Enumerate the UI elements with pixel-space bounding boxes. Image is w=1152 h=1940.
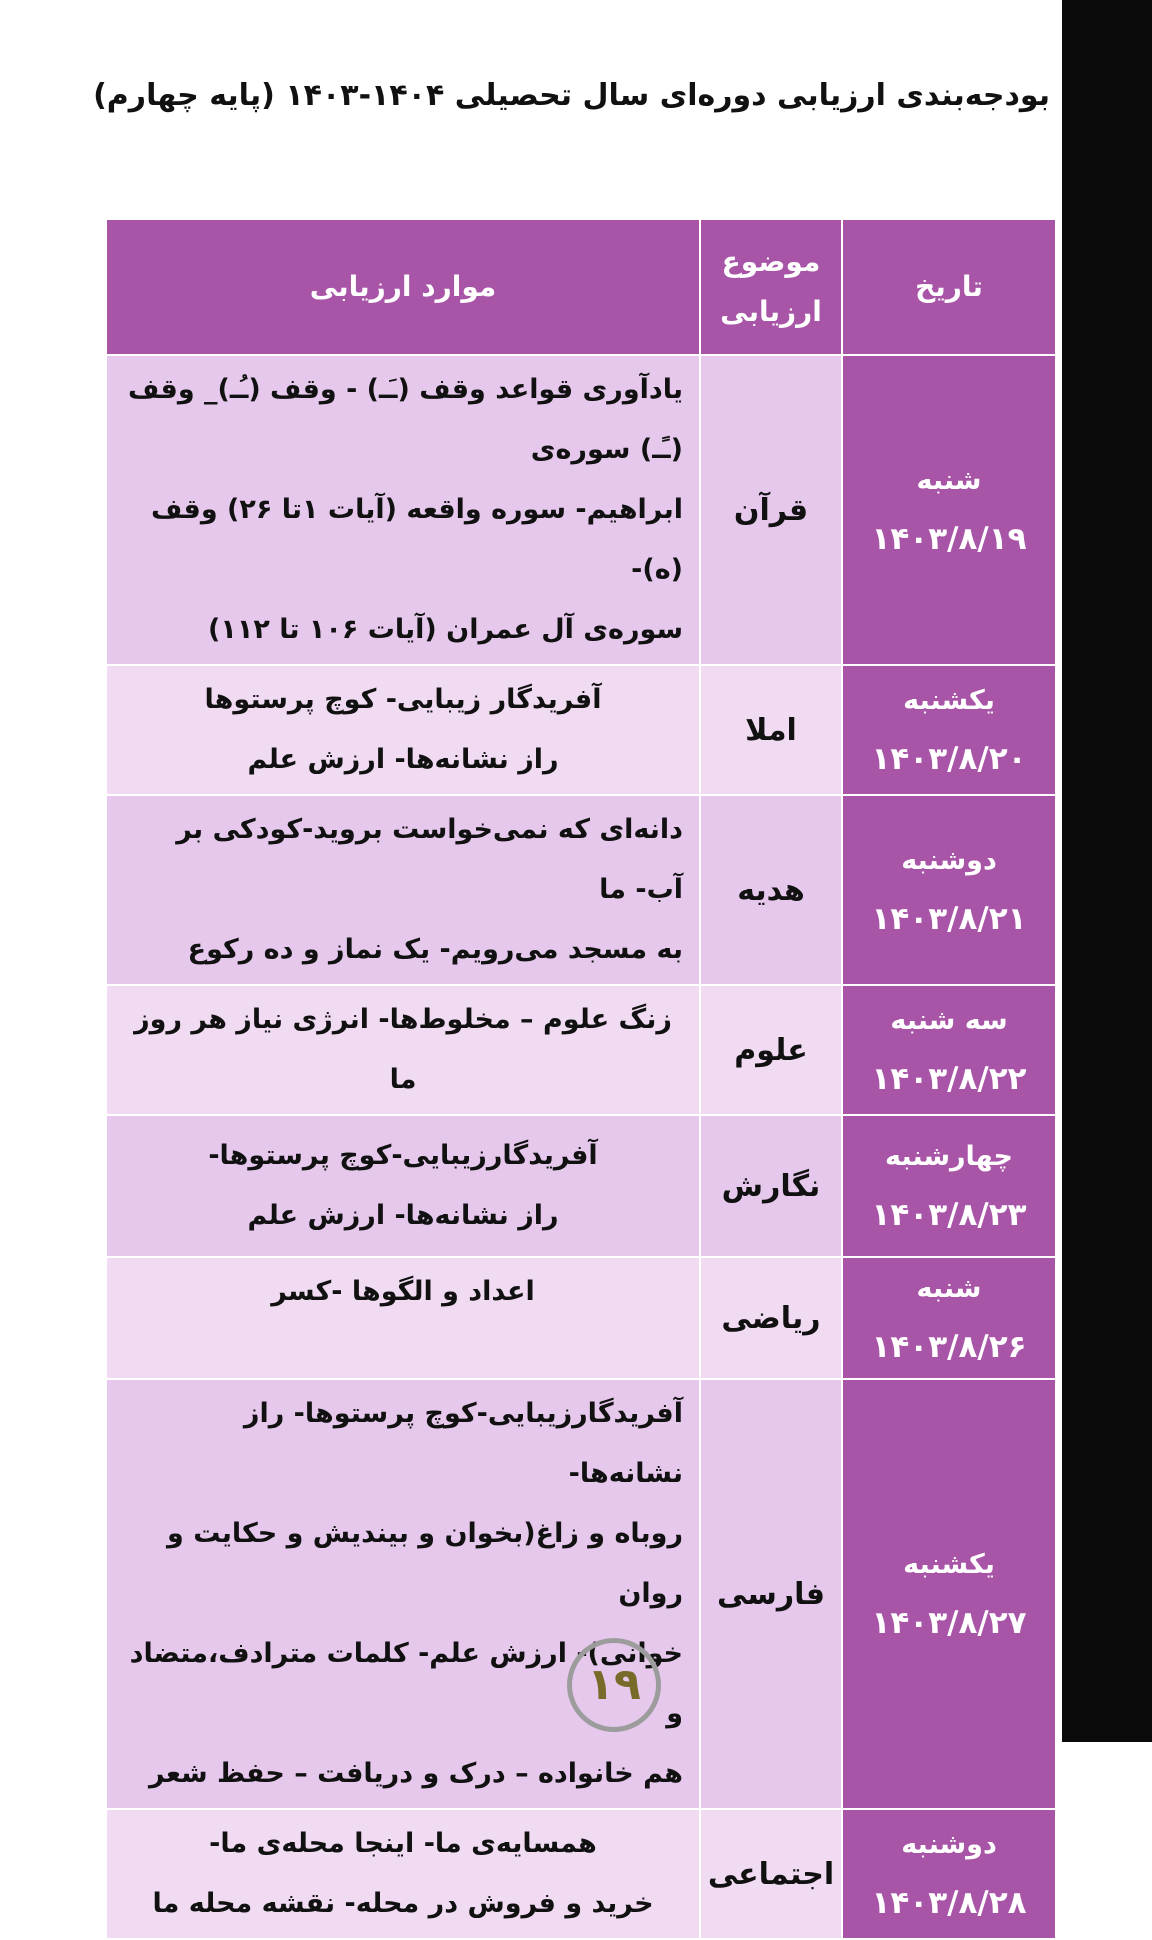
day-label: شنبه	[916, 1273, 982, 1304]
date-cell	[842, 1809, 1056, 1939]
item-line: هم خانواده – درک و دریافت – حفظ شعر	[149, 1758, 683, 1789]
table-row	[106, 795, 1056, 985]
item-line: خرید و فروش در محله- نقشه محله ما	[152, 1888, 654, 1919]
item-line: همسایه‌ی ما- اینجا محله‌ی ما-	[209, 1828, 597, 1859]
day-label: دوشنبه	[901, 1829, 997, 1860]
table-row	[106, 665, 1056, 795]
day-label: یکشنبه	[903, 685, 995, 716]
subject-cell: هدیه	[700, 795, 842, 985]
table-row	[106, 1257, 1056, 1379]
subject-cell: ریاضی	[700, 1257, 842, 1379]
table-row	[106, 1809, 1056, 1939]
day-label: یکشنبه	[903, 1549, 995, 1580]
date-label: ۱۴۰۳/۸/۲۰	[871, 741, 1027, 777]
page-title: بودجه‌بندی ارزیابی دوره‌ای سال تحصیلی ۱۴۰۴-۱۴۰۳ (پایه چهارم)	[93, 78, 1050, 113]
table-row	[106, 1115, 1056, 1257]
day-label: دوشنبه	[901, 845, 997, 876]
subject-cell: علوم	[700, 985, 842, 1115]
subject-cell: قرآن	[700, 355, 842, 665]
items-cell	[106, 1257, 700, 1379]
date-label: ۱۴۰۳/۸/۱۹	[871, 521, 1027, 557]
date-cell	[842, 985, 1056, 1115]
day-label: سه شنبه	[890, 1005, 1008, 1036]
header-subject: موضوع ارزیابی	[700, 219, 842, 355]
day-label: چهارشنبه	[885, 1141, 1013, 1172]
items-cell	[106, 665, 700, 795]
subject-cell: اجتماعی	[700, 1809, 842, 1939]
items-cell	[106, 985, 700, 1115]
table-row	[106, 985, 1056, 1115]
items-cell	[106, 1115, 700, 1257]
item-line: آفریدگار زیبایی- کوچ پرستوها	[204, 684, 602, 715]
table-header-row	[106, 219, 1056, 355]
date-label: ۱۴۰۳/۸/۲۶	[871, 1329, 1027, 1365]
items-cell	[106, 1379, 700, 1809]
items-cell	[106, 1809, 700, 1939]
item-line: راز نشانه‌ها- ارزش علم	[247, 744, 559, 775]
date-label: ۱۴۰۳/۸/۲۲	[871, 1061, 1027, 1097]
date-label: ۱۴۰۳/۸/۲۳	[871, 1197, 1027, 1233]
item-line: یادآوری قواعد وقف (ـَـ) - وقف (ـُـ)_ وقف (ـًـ) سوره‌ی	[128, 374, 683, 465]
date-label: ۱۴۰۳/۸/۲۷	[871, 1605, 1027, 1641]
page-number: ۱۹	[567, 1638, 661, 1732]
date-label: ۱۴۰۳/۸/۲۱	[871, 901, 1027, 937]
header-date: تاریخ	[842, 219, 1056, 355]
date-cell	[842, 1115, 1056, 1257]
table-row	[106, 355, 1056, 665]
subject-cell: نگارش	[700, 1115, 842, 1257]
item-line: آفریدگارزیبایی-کوچ پرستوها- راز نشانه‌ها-	[243, 1398, 683, 1489]
subject-cell: املا	[700, 665, 842, 795]
items-cell	[106, 795, 700, 985]
item-line: راز نشانه‌ها- ارزش علم	[247, 1200, 559, 1231]
item-line: سوره‌ی آل عمران (آیات ۱۰۶ تا ۱۱۲)	[208, 614, 683, 645]
subject-cell: فارسی	[700, 1379, 842, 1809]
date-cell	[842, 795, 1056, 985]
date-label: ۱۴۰۳/۸/۲۸	[871, 1885, 1027, 1921]
item-line: دانه‌ای که نمی‌خواست بروید-کودکی بر آب- ما	[176, 814, 683, 905]
item-line: خوانی)- ارزش علم- کلمات مترادف،متضاد و	[129, 1638, 683, 1729]
item-line: روباه و زاغ(بخوان و بیندیش و حکایت و روان	[167, 1518, 683, 1609]
items-cell	[106, 355, 700, 665]
item-line: زنگ علوم – مخلوط‌ها- انرژی نیاز هر روز ما	[134, 1004, 672, 1095]
date-cell	[842, 1257, 1056, 1379]
item-line: ابراهیم- سوره واقعه (آیات ۱تا ۲۶) وقف (ه)-	[151, 494, 683, 585]
day-label: شنبه	[916, 465, 982, 496]
date-cell	[842, 355, 1056, 665]
page-edge-bar	[1062, 0, 1152, 1742]
item-line: آفریدگارزیبایی-کوچ پرستوها-	[208, 1140, 598, 1171]
item-line: به مسجد می‌رویم- یک نماز و ده رکوع	[187, 934, 683, 965]
header-items: موارد ارزیابی	[106, 219, 700, 355]
date-cell	[842, 1379, 1056, 1809]
date-cell	[842, 665, 1056, 795]
item-line: اعداد و الگوها -کسر	[271, 1276, 535, 1307]
table-row	[106, 1379, 1056, 1809]
